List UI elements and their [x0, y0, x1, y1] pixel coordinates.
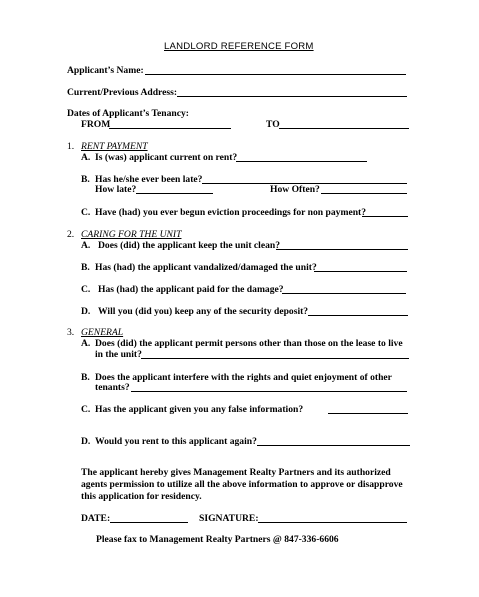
q2c-answer-field[interactable] [282, 282, 406, 294]
date-field[interactable] [110, 511, 188, 523]
from-label: FROM [81, 119, 111, 130]
section-2-heading: CARING FOR THE UNIT [81, 229, 182, 240]
q2b-answer-field[interactable] [314, 260, 407, 272]
q3b-answer-field[interactable] [131, 380, 407, 392]
to-date-field[interactable] [279, 117, 409, 129]
authorization-line-2: agents permission to utilize all the above information to approve or disapprove [81, 479, 403, 490]
q1a-answer-field[interactable] [236, 150, 367, 162]
to-label: TO [266, 119, 280, 130]
q1c-text: Have (had) you ever begun eviction proceedings for non payment? [95, 207, 367, 218]
section-3-heading: GENERAL [81, 327, 124, 338]
q3b-text-line2: tenants? [95, 382, 130, 393]
how-often-field[interactable] [321, 182, 407, 194]
q3a-text-line1: Does (did) the applicant permit persons other than those on the lease to live [95, 338, 403, 349]
q3d-text: Would you rent to this applicant again? [95, 436, 257, 447]
q3b-text-line1: Does the applicant interfere with the rights and quiet enjoyment of other [95, 372, 392, 383]
fax-note: Please fax to Management Realty Partners @ 847-336-6606 [96, 534, 339, 545]
q3a-letter: A. [81, 338, 91, 349]
from-date-field[interactable] [109, 117, 231, 129]
section-2-number: 2. [67, 229, 75, 240]
how-late-label: How late? [95, 184, 137, 195]
applicant-name-label: Applicant’s Name: [67, 65, 144, 76]
q3a-text-line2: in the unit? [95, 349, 142, 360]
form-title: LANDLORD REFERENCE FORM [164, 41, 314, 52]
address-label: Current/Previous Address: [67, 87, 178, 98]
q2d-answer-field[interactable] [308, 304, 408, 316]
date-label: DATE: [81, 513, 111, 524]
q2a-answer-field[interactable] [276, 238, 408, 250]
q1b-letter: B. [81, 174, 90, 185]
q3c-answer-field[interactable] [328, 402, 408, 414]
q1a-text: Is (was) applicant current on rent? [95, 152, 238, 163]
q2d-letter: D. [81, 306, 91, 317]
signature-label: SIGNATURE: [199, 513, 259, 524]
section-1-heading: RENT PAYMENT [81, 141, 148, 152]
section-1-number: 1. [67, 141, 75, 152]
q2c-text: Has (had) the applicant paid for the damage? [98, 284, 284, 295]
how-often-label: How Often? [270, 184, 320, 195]
q2a-letter: A. [81, 240, 91, 251]
authorization-line-3: this application for residency. [81, 491, 202, 502]
q1c-letter: C. [81, 207, 91, 218]
q3b-letter: B. [81, 372, 90, 383]
applicant-name-field[interactable] [145, 63, 406, 75]
q2c-letter: C. [81, 284, 91, 295]
q2d-text: Will you (did you) keep any of the security deposit? [98, 306, 309, 317]
q3c-text: Has the applicant given you any false information? [95, 404, 304, 415]
q1b-text: Has he/she ever been late? [95, 174, 203, 185]
q3d-answer-field[interactable] [257, 434, 410, 446]
signature-field[interactable] [258, 511, 407, 523]
q2b-text: Has (had) the applicant vandalized/damaged the unit? [95, 262, 317, 273]
how-late-field[interactable] [136, 182, 213, 194]
q2a-text: Does (did) the applicant keep the unit clean? [98, 240, 281, 251]
q2b-letter: B. [81, 262, 90, 273]
address-field[interactable] [177, 85, 407, 97]
authorization-line-1: The applicant hereby gives Management Realty Partners and its authorized [81, 467, 391, 478]
q3c-letter: C. [81, 404, 91, 415]
q1c-answer-field[interactable] [362, 205, 408, 217]
section-3-number: 3. [67, 327, 75, 338]
q3d-letter: D. [81, 436, 91, 447]
q1a-letter: A. [81, 152, 91, 163]
tenancy-dates-label: Dates of Applicant’s Tenancy: [67, 108, 189, 119]
q3a-answer-field[interactable] [141, 347, 409, 359]
